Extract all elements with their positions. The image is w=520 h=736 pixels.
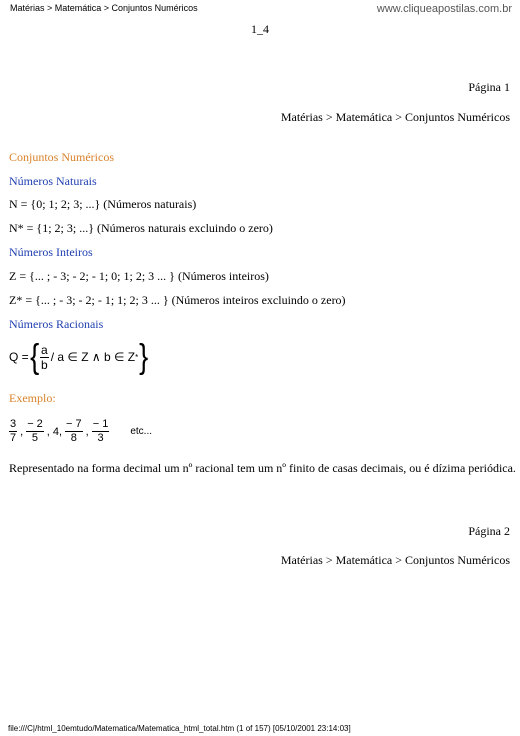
page-2-label: Página 2 xyxy=(468,524,510,538)
page-2-breadcrumb: Matérias > Matemática > Conjuntos Numéricos xyxy=(280,553,510,567)
fraction-denominator: 5 xyxy=(31,432,39,444)
example-fractions xyxy=(9,419,152,444)
example-etc: etc... xyxy=(130,426,153,437)
formula-superscript: * xyxy=(135,352,139,362)
site-url[interactable]: www.cliqueapostilas.com.br xyxy=(376,3,512,15)
fraction-denominator: 7 xyxy=(10,432,17,444)
formula-fraction xyxy=(40,344,49,371)
fraction-numerator: − 7 xyxy=(66,418,82,430)
racionais-heading: Números Racionais xyxy=(9,317,104,331)
example-fraction-3 xyxy=(65,419,83,444)
formula-lhs: Q = xyxy=(9,350,29,364)
example-fraction-1 xyxy=(9,419,17,444)
page-1-label: Página 1 xyxy=(468,80,510,94)
example-integer: 4, xyxy=(52,425,63,438)
fraction-denominator: 3 xyxy=(97,432,104,444)
formula-denominator: b xyxy=(41,357,48,372)
separator: , xyxy=(46,425,50,438)
right-brace: } xyxy=(139,338,149,376)
exemplo-heading: Exemplo: xyxy=(9,391,56,405)
page-1-breadcrumb: Matérias > Matemática > Conjuntos Numéricos xyxy=(280,110,510,124)
browser-breadcrumb: Matérias > Matemática > Conjuntos Numéricos xyxy=(10,3,198,13)
fraction-numerator: − 2 xyxy=(27,418,43,430)
naturais-heading: Números Naturais xyxy=(9,174,97,188)
page-number: 1_4 xyxy=(251,22,269,36)
inteiros-line-1: Z = {... ; - 3; - 2; - 1; 0; 1; 2; 3 ... } (Números inteiros) xyxy=(9,269,269,283)
rational-set-formula xyxy=(9,340,150,374)
fraction-numerator: − 1 xyxy=(92,418,109,430)
decimal-note: Representado na forma decimal um nº racional tem um nº finito de casas decimais, ou é dízima periódica. xyxy=(9,461,516,475)
inteiros-heading: Números Inteiros xyxy=(9,245,93,259)
naturais-line-1: N = {0; 1; 2; 3; ...} (Números naturais) xyxy=(9,197,197,211)
example-fraction-2 xyxy=(26,419,44,444)
left-brace: { xyxy=(29,338,39,376)
separator: , xyxy=(20,425,24,438)
formula-condition: / a ∈ Z ∧ b ∈ Z xyxy=(50,350,136,364)
file-path-footer: file:///C|/html_10emtudo/Matematica/Matematica_html_total.htm (1 of 157) [05/10/2001 23:14:03] xyxy=(8,724,351,733)
separator: , xyxy=(85,425,89,438)
fraction-numerator: 3 xyxy=(10,418,17,430)
example-fraction-4 xyxy=(92,419,110,444)
section-title: Conjuntos Numéricos xyxy=(9,150,114,164)
formula-numerator: a xyxy=(41,342,48,357)
naturais-line-2: N* = {1; 2; 3; ...} (Números naturais excluindo o zero) xyxy=(9,221,273,235)
inteiros-line-2: Z* = {... ; - 3; - 2; - 1; 1; 2; 3 ... } (Números inteiros excluindo o zero) xyxy=(9,293,346,307)
fraction-denominator: 8 xyxy=(70,432,77,444)
